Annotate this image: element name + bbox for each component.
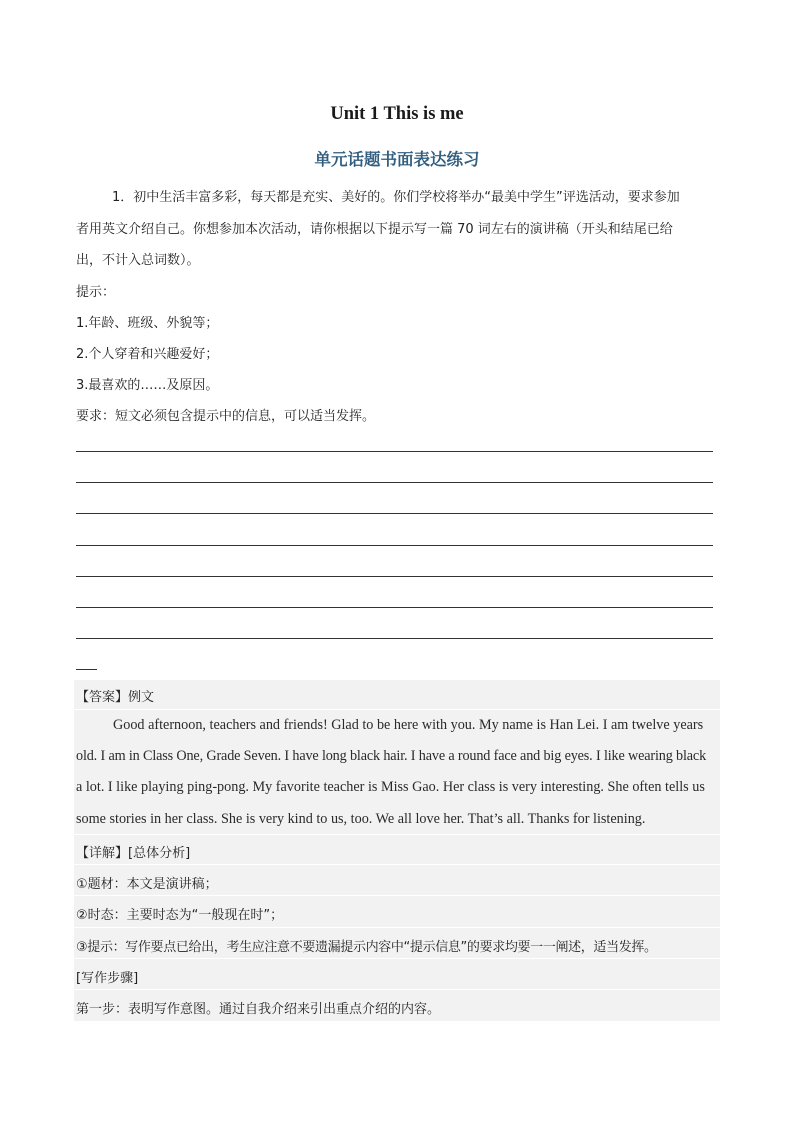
writing-line[interactable] xyxy=(76,607,713,608)
page-subtitle: 单元话题书面表达练习 xyxy=(314,150,480,169)
row-separator xyxy=(74,709,720,710)
writing-line[interactable] xyxy=(76,576,713,577)
hint-label: 提示： xyxy=(76,285,116,300)
answer-line-4: some stories in her class. She is very kind to us, too. We all love her. That’s all. Thanks for listening. xyxy=(76,811,646,827)
writing-line[interactable] xyxy=(76,451,713,452)
answer-line-2: old. I am in Class One, Grade Seven. I have long black hair. I have a round face and big eyes. I like wearing black xyxy=(76,748,707,764)
question-line-3: 出，不计入总词数）。 xyxy=(76,253,200,268)
short-divider xyxy=(76,669,97,670)
row-separator xyxy=(74,864,720,865)
analysis-item-1: ①题材：本文是演讲稿； xyxy=(76,877,218,892)
page-title: Unit 1 This is me xyxy=(330,104,464,124)
analysis-item-2: ②时态：主要时态为“一般现在时”； xyxy=(76,908,284,923)
row-separator xyxy=(74,895,720,896)
answer-line-1: Good afternoon, teachers and friends! Glad to be here with you. My name is Han Lei. I am twelve years xyxy=(113,717,704,733)
answer-line-3: a lot. I like playing ping-pong. My favorite teacher is Miss Gao. Her class is very interesting. She often tells us xyxy=(76,779,705,795)
writing-line[interactable] xyxy=(76,545,713,546)
step-1: 第一步：表明写作意图。通过自我介绍来引出重点介绍的内容。 xyxy=(76,1002,441,1017)
row-separator xyxy=(74,989,720,990)
row-separator xyxy=(74,834,720,835)
writing-line[interactable] xyxy=(76,638,713,639)
hint-item-3: 3.最喜欢的……及原因。 xyxy=(76,378,219,393)
writing-line[interactable] xyxy=(76,482,713,483)
question-line-1: 1．初中生活丰富多彩，每天都是充实、美好的。你们学校将举办“最美中学生”评选活动，要求参加 xyxy=(112,190,680,205)
hint-item-1: 1.年龄、班级、外貌等； xyxy=(76,316,219,331)
question-line-2: 者用英文介绍自己。你想参加本次活动，请你根据以下提示写一篇 70 词左右的演讲稿（开头和结尾已给 xyxy=(76,222,673,237)
requirement: 要求：短文必须包含提示中的信息，可以适当发挥。 xyxy=(76,409,376,424)
steps-label: [写作步骤] xyxy=(76,971,139,986)
detail-label: 【详解】[总体分析] xyxy=(76,846,191,861)
row-separator xyxy=(74,958,720,959)
writing-line[interactable] xyxy=(76,513,713,514)
hint-item-2: 2.个人穿着和兴趣爱好； xyxy=(76,347,219,362)
analysis-item-3: ③提示：写作要点已给出，考生应注意不要遗漏提示内容中“提示信息”的要求均要一一阐述，适当发挥。 xyxy=(76,940,657,955)
row-separator xyxy=(74,927,720,928)
answer-label: 【答案】例文 xyxy=(76,690,155,705)
